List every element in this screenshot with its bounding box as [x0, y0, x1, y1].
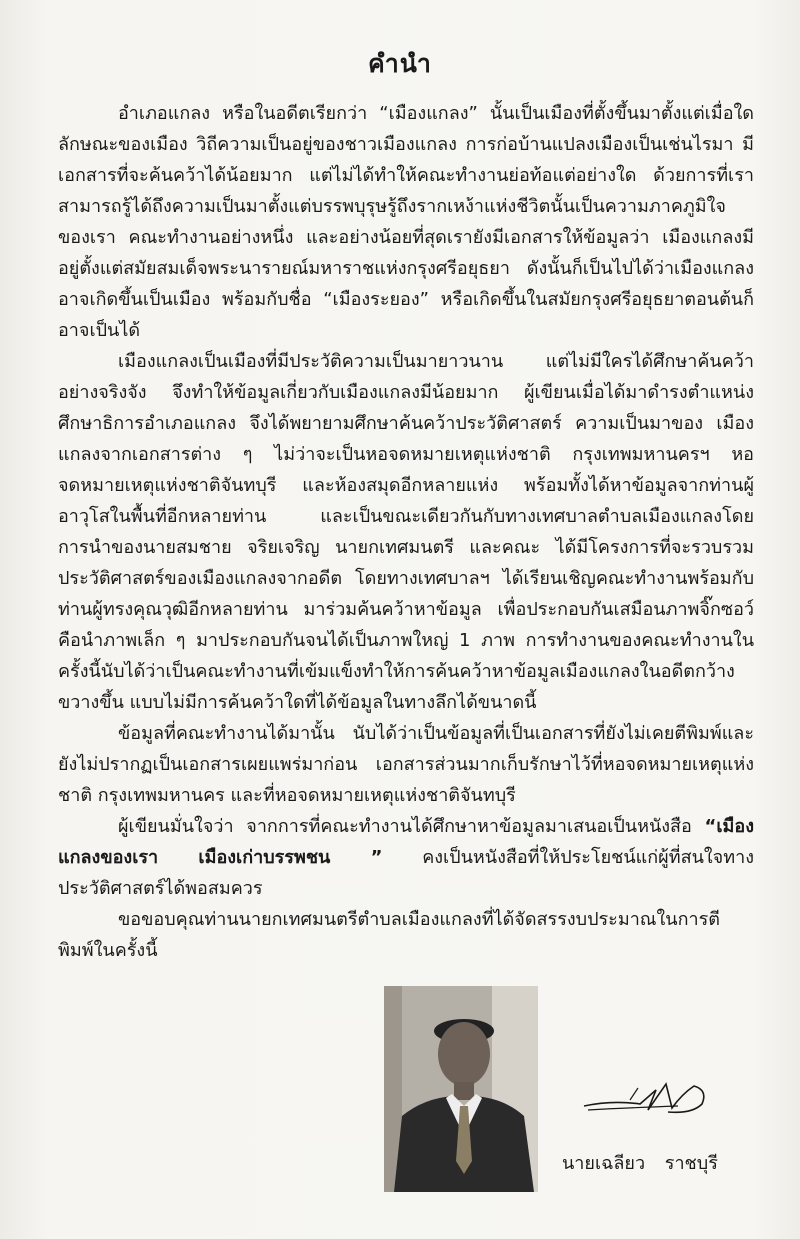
paragraph-1: อำเภอแกลง หรือในอดีตเรียกว่า “เมืองแกลง” นั้นเป็นเมืองที่ตั้งขึ้นมาตั้งแต่เมื่อใด ลักษณะของเมือง วิถีความเป็นอยู่ของชาวเมืองแกลง การก่อบ้านแปลงเมืองเป็นเช่นไรมา มีเอกสารที่จะค้นคว้าได้น้อยมาก แต่ไม่ได้ทำให้คณะทำงานย่อท้อแต่อย่างใด ด้วยการที่เราสามารถรู้ได้ถึงความเป็นมาตั้งแต่บรรพบุรุษรู้ถึงรากเหง้าแห่งชีวิตนั้นเป็นความภาคภูมิใจของเรา คณะทำงานอย่างหนึ่ง และอย่างน้อยที่สุดเรายังมีเอกสารให้ข้อมูลว่า เมืองแกลงมีอยู่ตั้งแต่สมัยสมเด็จพระนารายณ์มหาราชแห่งกรุงศรีอยุธยา ดังนั้นก็เป็นไปได้ว่าเมืองแกลงอาจเกิดขึ้นเป็นเมือง พร้อมกับชื่อ “เมืองระยอง” หรือเกิดขึ้นในสมัยกรุงศรีอยุธยาตอนต้นก็อาจเป็นได้	[58, 103, 754, 341]
paragraph-5: ขอขอบคุณท่านนายกเทศมนตรีตำบลเมืองแกลงที่ได้จัดสรรงบประมาณในการตีพิมพ์ในครั้งนี้	[58, 909, 720, 961]
paragraph-2: เมืองแกลงเป็นเมืองที่มีประวัติความเป็นมายาวนาน แต่ไม่มีใครได้ศึกษาค้นคว้าอย่างจริงจัง จึงทำให้ข้อมูลเกี่ยวกับเมืองแกลงมีน้อยมาก ผู้เขียนเมื่อได้มาดำรงตำแหน่งศึกษาธิการอำเภอแกลง จึงได้พยายามศึกษาค้นคว้าประวัติศาสตร์ ความเป็นมาของ เมืองแกลงจากเอกสารต่าง ๆ ไม่ว่าจะเป็นหอจดหมายเหตุแห่งชาติ กรุงเทพมหานครฯ หอจดหมายเหตุแห่งชาติจันทบุรี และห้องสมุดอีกหลายแห่ง พร้อมทั้งได้หาข้อมูลจากท่านผู้อาวุโสในพื้นที่อีกหลายท่าน และเป็นขณะเดียวกันกับทางเทศบาลตำบลเมืองแกลงโดยการนำของนายสมชาย จริยเจริญ นายกเทศมนตรี และคณะ ได้มีโครงการที่จะรวบรวมประวัติศาสตร์ของเมืองแกลงจากอดีต โดยทางเทศบาลฯ ได้เรียนเชิญคณะทำงานพร้อมกับท่านผู้ทรงคุณวุฒิอีกหลายท่าน มาร่วมค้นคว้าหาข้อมูล เพื่อประกอบกันเสมือนภาพจิ๊กซอว์ คือนำภาพเล็ก ๆ มาประกอบกันจนได้เป็นภาพใหญ่ 1 ภาพ การทำงานของคณะทำงานในครั้งนี้นับได้ว่าเป็นคณะทำงานที่เข้มแข็งทำให้การค้นคว้าหาข้อมูลเมืองแกลงในอดีตกว้างขวางขึ้น แบบไม่มีการค้นคว้าใดที่ได้ข้อมูลในทางลึกได้ขนาดนี้	[58, 351, 754, 713]
signature-icon	[582, 1064, 712, 1124]
paragraph-4-after: คงเป็นหนังสือที่ให้ประโยชน์แก่ผู้ที่สนใจทางประวัติศาสตร์ได้พอสมควร	[58, 847, 754, 899]
foreword-body	[58, 98, 754, 966]
author-photo	[384, 986, 538, 1192]
paragraph-4	[58, 811, 754, 904]
signer-name: นายเฉลียว ราชบุรี	[562, 1153, 718, 1174]
author-portrait-icon	[384, 986, 538, 1192]
page-title: คำนำ	[368, 49, 432, 78]
paragraph-3: ข้อมูลที่คณะทำงานได้มานั้น นับได้ว่าเป็นข้อมูลที่เป็นเอกสารที่ยังไม่เคยตีพิมพ์และยังไม่ปรากฏเป็นเอกสารเผยแพร่มาก่อน เอกสารส่วนมากเก็บรักษาไว้ที่หอจดหมายเหตุแห่งชาติ กรุงเทพมหานคร และที่หอจดหมายเหตุแห่งชาติจันทบุรี	[58, 723, 754, 806]
book-title: “เมืองแกลงของเรา เมืองเก่าบรรพชน ”	[58, 816, 754, 868]
paragraph-4-before: ผู้เขียนมั่นใจว่า จากการที่คณะทำงานได้ศึกษาหาข้อมูลมาเสนอเป็นหนังสือ	[118, 816, 705, 837]
